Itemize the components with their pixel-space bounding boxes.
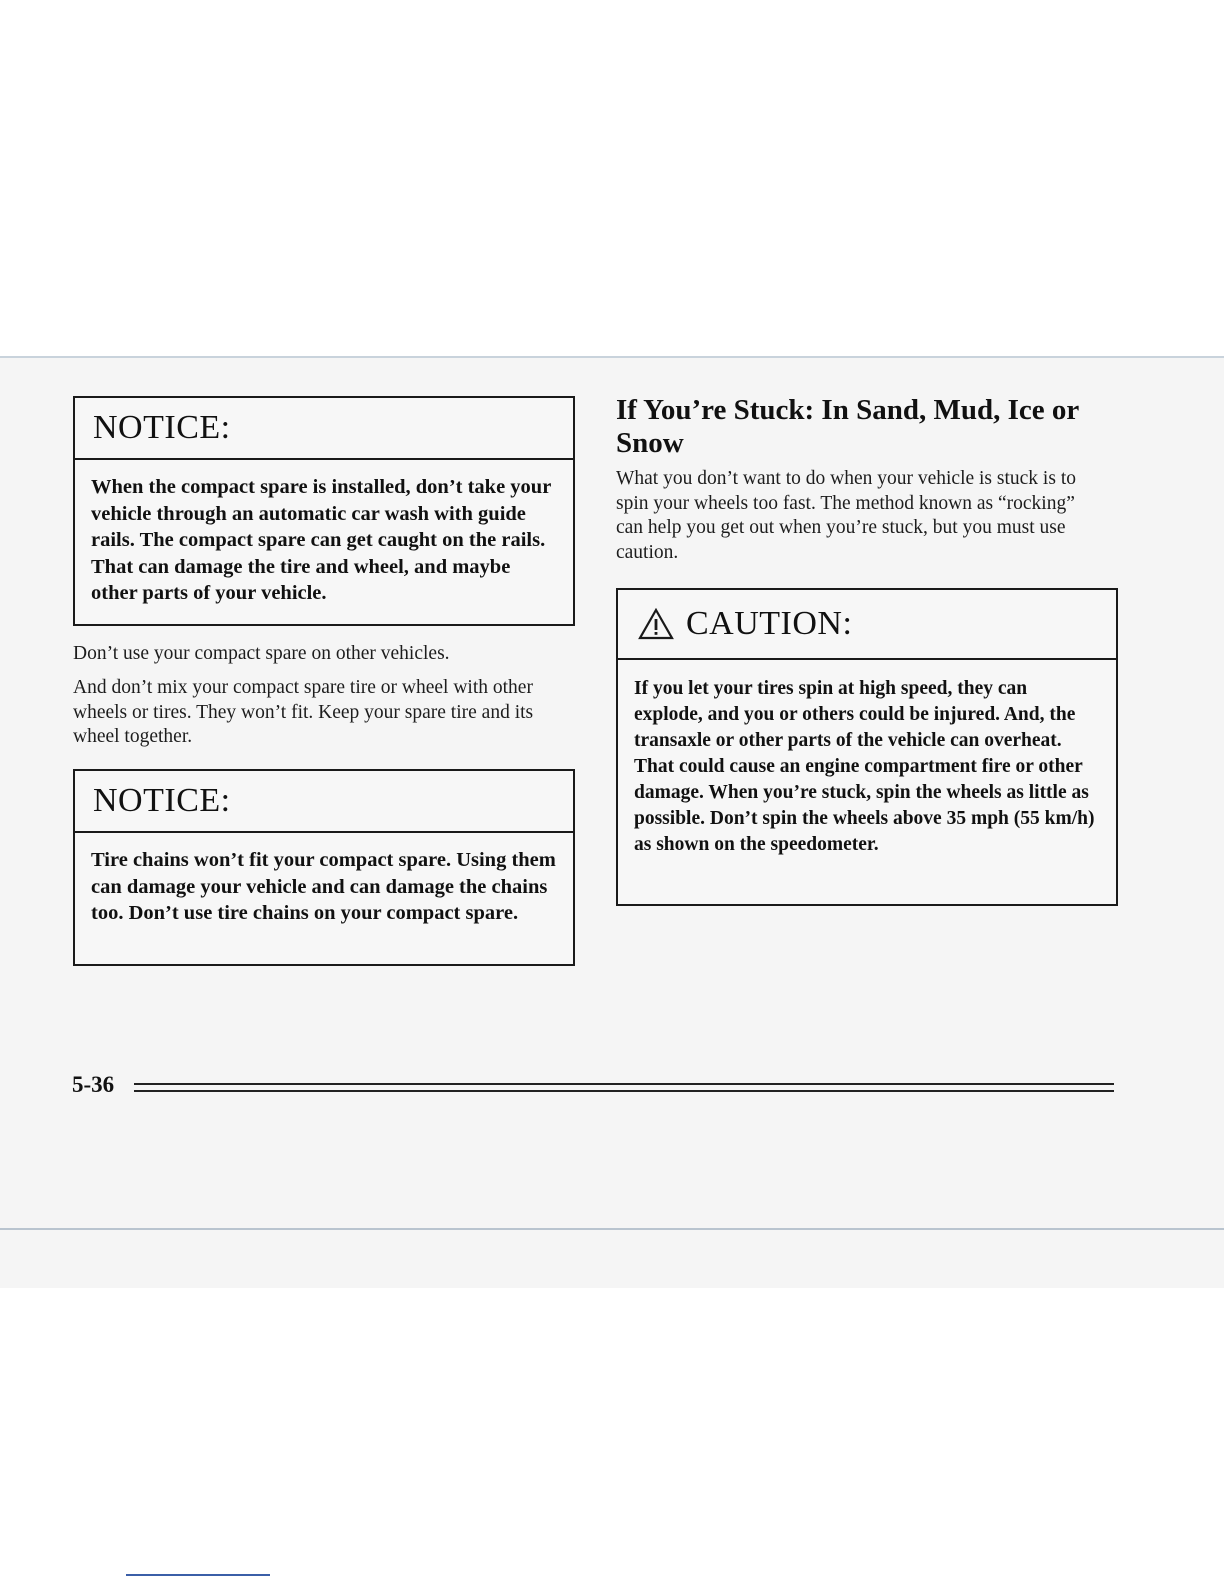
notice-body: Tire chains won’t fit your compact spare. Using them can damage your vehicle and can damage the chains too. Don’t use tire chains on your compact spare. — [91, 849, 556, 924]
bottom-underline — [126, 1574, 270, 1576]
notice-box-car-wash — [73, 396, 575, 626]
section-heading: If You’re Stuck: In Sand, Mud, Ice or Snow — [616, 394, 1079, 459]
section-intro: What you don’t want to do when your vehicle is stuck is to spin your wheels too fast. The method known as “rocking” can help you get out when you’re stuck, but you must use caution. — [616, 468, 1076, 563]
notice-title: NOTICE: — [75, 398, 573, 460]
notice-body: When the compact spare is installed, don’t take your vehicle through an automatic car wash with guide rails. The compact spare can get caught on the rails. That can damage the tire and wheel, and maybe other parts of your vehicle. — [91, 476, 551, 604]
caution-body: If you let your tires spin at high speed, they can explode, and you or others could be injured. And, the transaxle or other parts of the vehicle can overheat. That could cause an engine compartment fire or other damage. When you’re stuck, spin the wheels as little as possible. Don’t spin the wheels above 35 mph (55 km/h) as shown on the speedometer. — [634, 678, 1095, 855]
notice-title: NOTICE: — [75, 771, 573, 833]
page-number: 5-36 — [72, 1072, 115, 1097]
paragraph-other-vehicles: Don’t use your compact spare on other vehicles. — [73, 643, 450, 664]
caution-title: CAUTION: — [686, 605, 853, 642]
paragraph-dont-mix: And don’t mix your compact spare tire or wheel with other wheels or tires. They won’t fit. Keep your spare tire and its wheel together. — [73, 677, 534, 747]
notice-box-tire-chains — [73, 769, 575, 966]
top-edge-line — [0, 356, 1224, 358]
warning-triangle-icon — [638, 608, 674, 640]
caution-header — [618, 590, 1116, 660]
footer-rule — [134, 1083, 1114, 1085]
footer-rule — [134, 1090, 1114, 1092]
bottom-edge-line — [0, 1228, 1224, 1230]
caution-box — [616, 588, 1118, 906]
